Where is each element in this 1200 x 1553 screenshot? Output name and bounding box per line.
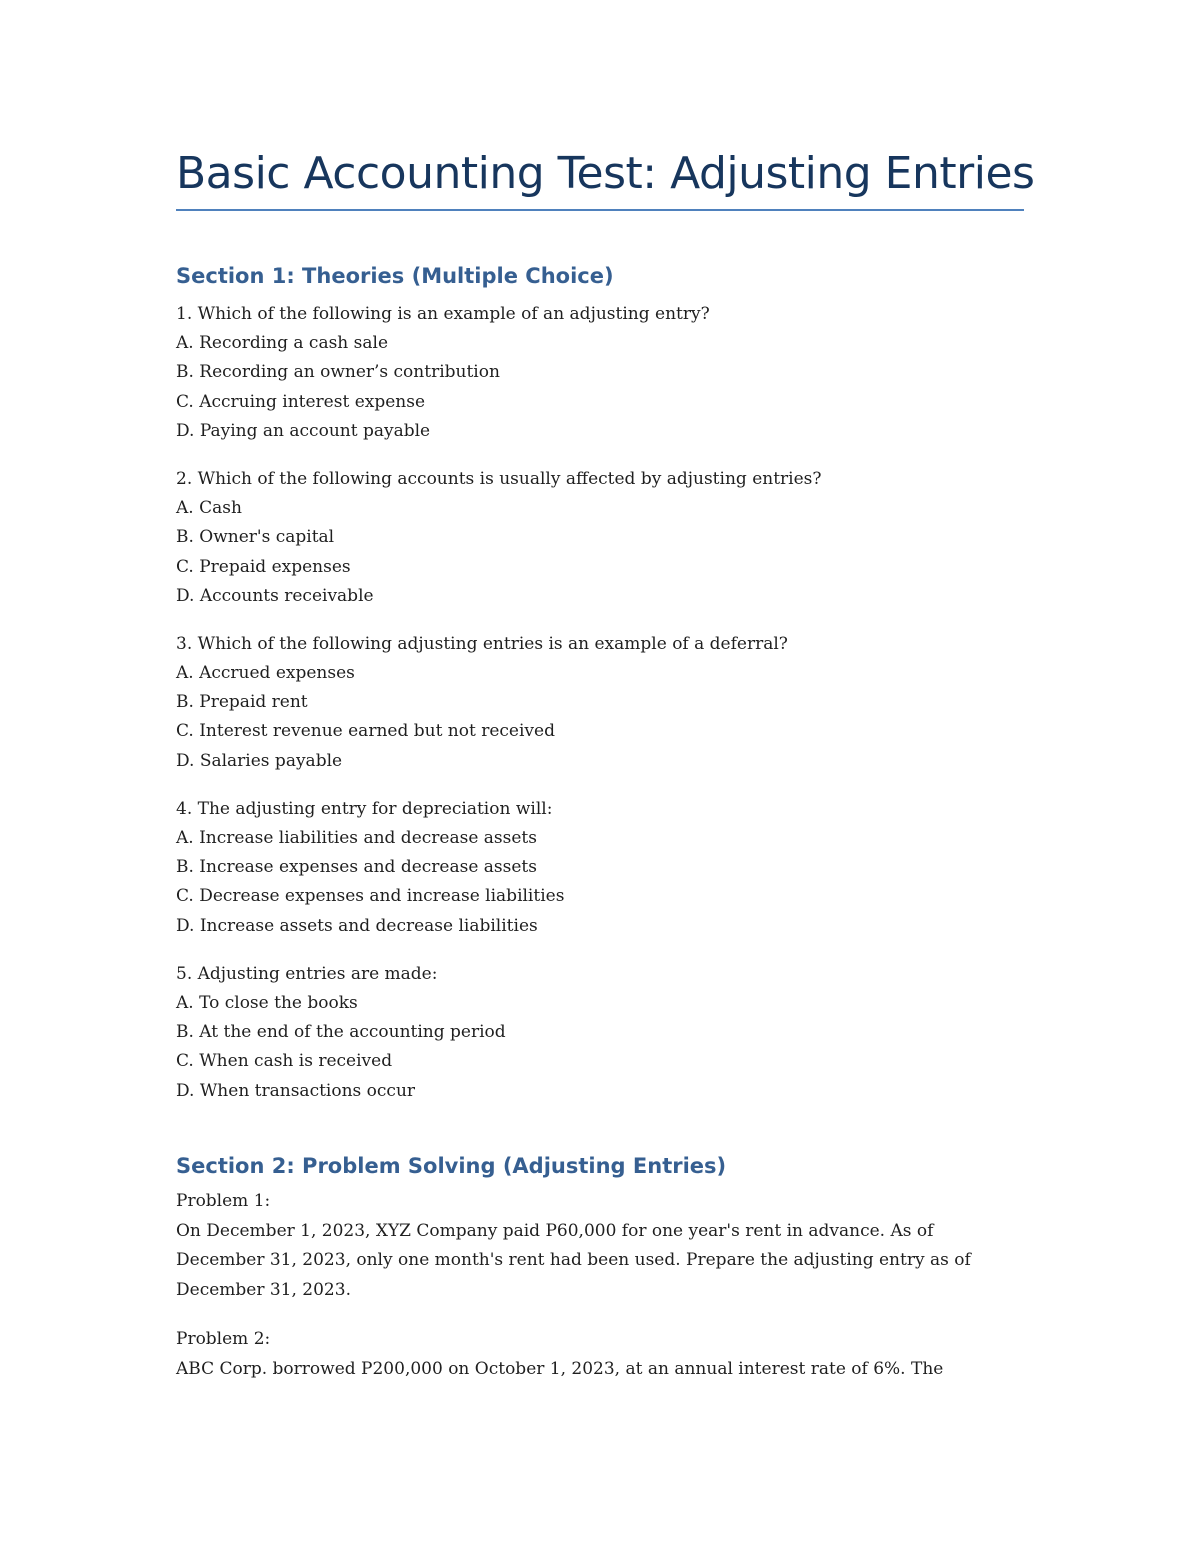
answer-option: A. Cash bbox=[176, 498, 242, 519]
answer-option: C. Prepaid expenses bbox=[176, 556, 351, 577]
question-1 bbox=[176, 300, 1026, 446]
answer-option: D. Increase assets and decrease liabilities bbox=[176, 915, 538, 936]
question-2 bbox=[176, 465, 1026, 611]
problem-text: ABC Corp. borrowed P200,000 on October 1, 2023, at an annual interest rate of 6%. The bbox=[176, 1358, 944, 1379]
question-list bbox=[176, 300, 1026, 1125]
section-2-heading: Section 2: Problem Solving (Adjusting Entries) bbox=[176, 1154, 727, 1178]
problem-list bbox=[176, 1187, 1026, 1404]
question-text: 4. The adjusting entry for depreciation will: bbox=[176, 798, 553, 819]
question-text: 1. Which of the following is an example of an adjusting entry? bbox=[176, 304, 710, 324]
answer-option: B. Prepaid rent bbox=[176, 692, 308, 713]
answer-option: A. Accrued expenses bbox=[176, 663, 355, 684]
answer-option: C. Accruing interest expense bbox=[176, 391, 426, 412]
answer-option: A. Increase liabilities and decrease assets bbox=[176, 828, 537, 848]
question-5 bbox=[176, 960, 1026, 1106]
question-4 bbox=[176, 795, 1026, 941]
answer-option: B. Owner's capital bbox=[176, 527, 335, 548]
question-text: 5. Adjusting entries are made: bbox=[176, 963, 438, 984]
answer-option: D. Salaries payable bbox=[176, 750, 343, 771]
problem-2 bbox=[176, 1325, 1026, 1384]
answer-option: A. Recording a cash sale bbox=[176, 333, 389, 354]
answer-option: A. To close the books bbox=[176, 992, 358, 1013]
answer-option: C. Interest revenue earned but not received bbox=[176, 721, 555, 742]
answer-option: D. Paying an account payable bbox=[176, 420, 431, 441]
answer-option: B. Increase expenses and decrease assets bbox=[176, 857, 537, 878]
section-1-heading: Section 1: Theories (Multiple Choice) bbox=[176, 264, 614, 288]
document-title: Basic Accounting Test: Adjusting Entries bbox=[176, 148, 1035, 199]
answer-option: D. Accounts receivable bbox=[176, 585, 374, 606]
question-text: 3. Which of the following adjusting entries is an example of a deferral? bbox=[176, 633, 788, 654]
problem-label: Problem 1: bbox=[176, 1191, 271, 1211]
answer-option: C. When cash is received bbox=[176, 1051, 393, 1072]
question-3 bbox=[176, 630, 1026, 776]
question-text: 2. Which of the following accounts is usually affected by adjusting entries? bbox=[176, 468, 822, 489]
answer-option: D. When transactions occur bbox=[176, 1080, 416, 1101]
title-underline bbox=[176, 209, 1024, 211]
problem-1 bbox=[176, 1187, 1026, 1305]
answer-option: B. At the end of the accounting period bbox=[176, 1022, 506, 1043]
answer-option: C. Decrease expenses and increase liabilities bbox=[176, 886, 565, 907]
answer-option: B. Recording an owner’s contribution bbox=[176, 362, 500, 383]
problem-text: On December 1, 2023, XYZ Company paid P60,000 for one year's rent in advance. As of December 31, 2023, only one month's rent had been used. Prepare the adjusting entry as of December 31, 2023. bbox=[176, 1220, 971, 1300]
problem-label: Problem 2: bbox=[176, 1329, 271, 1349]
